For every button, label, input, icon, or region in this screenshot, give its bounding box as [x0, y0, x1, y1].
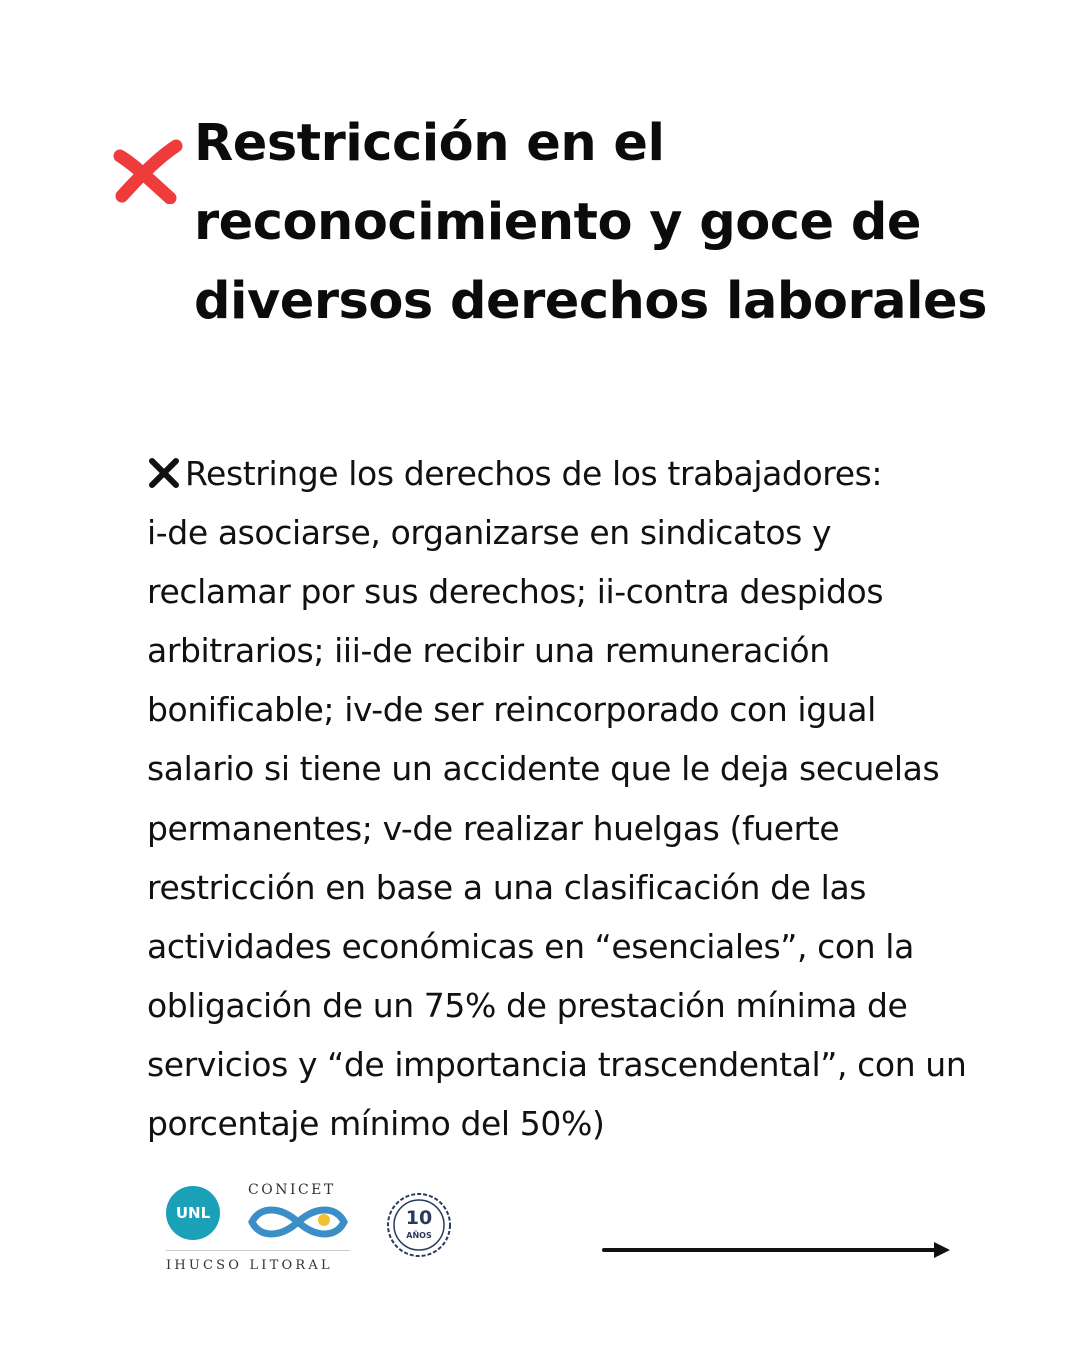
body-line-text: Restringe los derechos de los trabajadores:: [185, 454, 883, 493]
body-line: salario si tiene un accidente que le deja secuelas: [147, 749, 940, 789]
body-line: servicios y “de importancia trascendental”, con un: [147, 1044, 967, 1084]
badge-number: 10: [405, 1207, 433, 1229]
body-line: restricción en base a una clasificación de las: [147, 867, 867, 907]
conicet-infinity-logo: [246, 1204, 350, 1240]
body-line: bonificable; iv-de ser reincorporado con igual: [147, 690, 876, 730]
badge-label: AÑOS: [406, 1231, 432, 1240]
body-line-first: [147, 444, 1047, 503]
unl-logo-text: UNL: [175, 1204, 211, 1222]
body-paragraph: [147, 444, 1047, 1153]
arrow-right-icon[interactable]: [602, 1238, 954, 1262]
logo-divider: [166, 1250, 350, 1251]
ihucso-logo-text: IHUCSO LITORAL: [166, 1258, 333, 1273]
body-line: obligación de un 75% de prestación mínima de: [147, 985, 908, 1025]
body-line: arbitrarios; iii-de recibir una remuneración: [147, 631, 830, 671]
title-line: reconocimiento y goce de: [194, 193, 921, 252]
page-title: [194, 104, 1054, 341]
body-line: i-de asociarse, organizarse en sindicatos y: [147, 513, 832, 553]
institution-logos: [160, 1178, 470, 1278]
body-line: porcentaje mínimo del 50%): [147, 1104, 605, 1144]
conicet-logo-text: CONICET: [248, 1182, 336, 1198]
x-mark-icon: [147, 455, 181, 489]
title-line: Restricción en el: [194, 114, 665, 173]
body-line: permanentes; v-de realizar huelgas (fuerte: [147, 808, 840, 848]
x-mark-icon: [110, 138, 184, 204]
body-line: reclamar por sus derechos; ii-contra despidos: [147, 572, 884, 612]
title-line: diversos derechos laborales: [194, 272, 987, 331]
body-line: actividades económicas en “esenciales”, con la: [147, 926, 914, 966]
